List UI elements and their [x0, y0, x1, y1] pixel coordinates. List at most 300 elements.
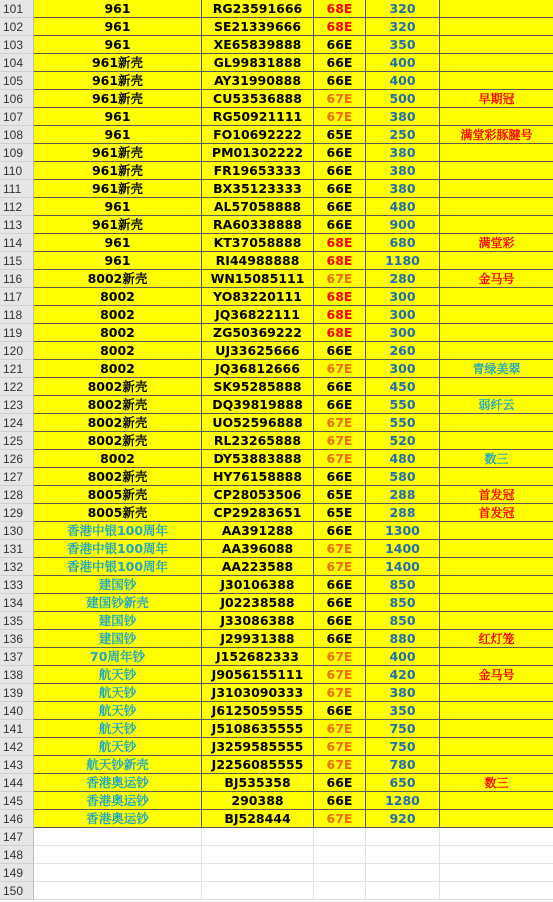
cell-code[interactable]: 67E: [314, 414, 366, 432]
row-header[interactable]: 138: [0, 666, 34, 684]
cell-serial[interactable]: JQ36822111: [202, 306, 314, 324]
cell-note[interactable]: 青绿美翠: [440, 360, 553, 378]
cell-serial[interactable]: HY76158888: [202, 468, 314, 486]
cell-serial[interactable]: RG50921111: [202, 108, 314, 126]
cell-serial[interactable]: AA391288: [202, 522, 314, 540]
cell-serial[interactable]: CP29283651: [202, 504, 314, 522]
cell-value[interactable]: 400: [366, 72, 440, 90]
cell-serial[interactable]: J3259585555: [202, 738, 314, 756]
cell-code[interactable]: 65E: [314, 126, 366, 144]
cell-code[interactable]: 67E: [314, 684, 366, 702]
cell-serial[interactable]: FR19653333: [202, 162, 314, 180]
row-header[interactable]: 103: [0, 36, 34, 54]
cell-value[interactable]: 1300: [366, 522, 440, 540]
cell-serial[interactable]: RI44988888: [202, 252, 314, 270]
cell-type[interactable]: 961新壳: [34, 90, 202, 108]
cell-type[interactable]: 8002: [34, 306, 202, 324]
empty-cell[interactable]: [34, 828, 202, 846]
cell-note[interactable]: [440, 72, 553, 90]
cell-serial[interactable]: SE21339666: [202, 18, 314, 36]
cell-serial[interactable]: J30106388: [202, 576, 314, 594]
cell-type[interactable]: 961新壳: [34, 162, 202, 180]
cell-type[interactable]: 航天钞: [34, 738, 202, 756]
cell-code[interactable]: 68E: [314, 234, 366, 252]
cell-type[interactable]: 8002: [34, 324, 202, 342]
cell-code[interactable]: 66E: [314, 72, 366, 90]
cell-value[interactable]: 288: [366, 486, 440, 504]
cell-type[interactable]: 航天钞新壳: [34, 756, 202, 774]
cell-value[interactable]: 1400: [366, 540, 440, 558]
cell-value[interactable]: 300: [366, 288, 440, 306]
cell-type[interactable]: 8002新壳: [34, 396, 202, 414]
row-header[interactable]: 109: [0, 144, 34, 162]
cell-serial[interactable]: WN15085111: [202, 270, 314, 288]
cell-note[interactable]: 首发冠: [440, 486, 553, 504]
cell-type[interactable]: 961: [34, 18, 202, 36]
cell-value[interactable]: 850: [366, 594, 440, 612]
cell-code[interactable]: 66E: [314, 54, 366, 72]
row-header[interactable]: 145: [0, 792, 34, 810]
cell-code[interactable]: 68E: [314, 252, 366, 270]
cell-note[interactable]: [440, 468, 553, 486]
cell-note[interactable]: [440, 180, 553, 198]
empty-cell[interactable]: [440, 864, 553, 882]
cell-serial[interactable]: UO52596888: [202, 414, 314, 432]
cell-note[interactable]: [440, 252, 553, 270]
row-header[interactable]: 101: [0, 0, 34, 18]
cell-note[interactable]: [440, 810, 553, 828]
cell-value[interactable]: 850: [366, 612, 440, 630]
cell-serial[interactable]: J6125059555: [202, 702, 314, 720]
row-header[interactable]: 118: [0, 306, 34, 324]
cell-serial[interactable]: J2256085555: [202, 756, 314, 774]
cell-value[interactable]: 920: [366, 810, 440, 828]
row-header[interactable]: 117: [0, 288, 34, 306]
cell-type[interactable]: 建国钞新壳: [34, 594, 202, 612]
cell-type[interactable]: 961新壳: [34, 54, 202, 72]
row-header[interactable]: 140: [0, 702, 34, 720]
cell-note[interactable]: [440, 594, 553, 612]
row-header[interactable]: 131: [0, 540, 34, 558]
row-header[interactable]: 110: [0, 162, 34, 180]
cell-serial[interactable]: BJ528444: [202, 810, 314, 828]
cell-code[interactable]: 66E: [314, 774, 366, 792]
empty-cell[interactable]: [366, 882, 440, 900]
row-header[interactable]: 119: [0, 324, 34, 342]
cell-note[interactable]: [440, 342, 553, 360]
cell-serial[interactable]: ZG50369222: [202, 324, 314, 342]
empty-cell[interactable]: [34, 846, 202, 864]
cell-value[interactable]: 450: [366, 378, 440, 396]
cell-type[interactable]: 香港中银100周年: [34, 522, 202, 540]
row-header[interactable]: 149: [0, 864, 34, 882]
cell-serial[interactable]: CP28053506: [202, 486, 314, 504]
row-header[interactable]: 116: [0, 270, 34, 288]
cell-type[interactable]: 961: [34, 0, 202, 18]
cell-code[interactable]: 68E: [314, 0, 366, 18]
cell-type[interactable]: 961新壳: [34, 180, 202, 198]
row-header[interactable]: 104: [0, 54, 34, 72]
row-header[interactable]: 124: [0, 414, 34, 432]
cell-code[interactable]: 68E: [314, 18, 366, 36]
cell-note[interactable]: [440, 288, 553, 306]
cell-code[interactable]: 66E: [314, 144, 366, 162]
cell-serial[interactable]: CU53536888: [202, 90, 314, 108]
row-header[interactable]: 130: [0, 522, 34, 540]
empty-cell[interactable]: [366, 864, 440, 882]
cell-value[interactable]: 380: [366, 162, 440, 180]
cell-code[interactable]: 67E: [314, 720, 366, 738]
row-header[interactable]: 114: [0, 234, 34, 252]
cell-value[interactable]: 288: [366, 504, 440, 522]
cell-type[interactable]: 建国钞: [34, 612, 202, 630]
cell-code[interactable]: 66E: [314, 342, 366, 360]
cell-note[interactable]: [440, 720, 553, 738]
row-header[interactable]: 107: [0, 108, 34, 126]
cell-code[interactable]: 66E: [314, 792, 366, 810]
row-header[interactable]: 137: [0, 648, 34, 666]
cell-serial[interactable]: J29931388: [202, 630, 314, 648]
cell-serial[interactable]: XE65839888: [202, 36, 314, 54]
cell-serial[interactable]: AY31990888: [202, 72, 314, 90]
cell-value[interactable]: 320: [366, 0, 440, 18]
empty-cell[interactable]: [314, 882, 366, 900]
cell-note[interactable]: 金马号: [440, 666, 553, 684]
cell-serial[interactable]: SK95285888: [202, 378, 314, 396]
row-header[interactable]: 108: [0, 126, 34, 144]
cell-value[interactable]: 300: [366, 324, 440, 342]
cell-serial[interactable]: J152682333: [202, 648, 314, 666]
cell-type[interactable]: 航天钞: [34, 666, 202, 684]
cell-type[interactable]: 香港奥运钞: [34, 792, 202, 810]
cell-note[interactable]: 数三: [440, 450, 553, 468]
cell-type[interactable]: 航天钞: [34, 702, 202, 720]
cell-type[interactable]: 961: [34, 198, 202, 216]
cell-note[interactable]: [440, 198, 553, 216]
cell-code[interactable]: 67E: [314, 108, 366, 126]
cell-type[interactable]: 香港奥运钞: [34, 810, 202, 828]
row-header[interactable]: 144: [0, 774, 34, 792]
cell-serial[interactable]: J3103090333: [202, 684, 314, 702]
cell-value[interactable]: 480: [366, 198, 440, 216]
row-header[interactable]: 134: [0, 594, 34, 612]
row-header[interactable]: 127: [0, 468, 34, 486]
empty-cell[interactable]: [366, 828, 440, 846]
cell-note[interactable]: [440, 756, 553, 774]
cell-note[interactable]: 红灯笼: [440, 630, 553, 648]
cell-code[interactable]: 67E: [314, 810, 366, 828]
cell-type[interactable]: 8002: [34, 342, 202, 360]
cell-serial[interactable]: J9056155111: [202, 666, 314, 684]
cell-code[interactable]: 67E: [314, 360, 366, 378]
cell-code[interactable]: 65E: [314, 486, 366, 504]
cell-note[interactable]: [440, 144, 553, 162]
row-header[interactable]: 135: [0, 612, 34, 630]
empty-cell[interactable]: [34, 882, 202, 900]
cell-value[interactable]: 680: [366, 234, 440, 252]
empty-cell[interactable]: [202, 828, 314, 846]
cell-note[interactable]: [440, 432, 553, 450]
cell-code[interactable]: 67E: [314, 432, 366, 450]
cell-value[interactable]: 480: [366, 450, 440, 468]
empty-cell[interactable]: [314, 846, 366, 864]
cell-serial[interactable]: J02238588: [202, 594, 314, 612]
empty-cell[interactable]: [440, 882, 553, 900]
cell-code[interactable]: 67E: [314, 648, 366, 666]
cell-value[interactable]: 380: [366, 144, 440, 162]
empty-cell[interactable]: [314, 864, 366, 882]
cell-type[interactable]: 8005新壳: [34, 486, 202, 504]
cell-serial[interactable]: JQ36812666: [202, 360, 314, 378]
cell-note[interactable]: [440, 18, 553, 36]
cell-serial[interactable]: RL23265888: [202, 432, 314, 450]
cell-note[interactable]: 满堂彩: [440, 234, 553, 252]
cell-serial[interactable]: UJ33625666: [202, 342, 314, 360]
row-header[interactable]: 147: [0, 828, 34, 846]
row-header[interactable]: 125: [0, 432, 34, 450]
row-header[interactable]: 106: [0, 90, 34, 108]
cell-type[interactable]: 建国钞: [34, 630, 202, 648]
row-header[interactable]: 128: [0, 486, 34, 504]
row-header[interactable]: 132: [0, 558, 34, 576]
cell-value[interactable]: 780: [366, 756, 440, 774]
cell-value[interactable]: 380: [366, 684, 440, 702]
empty-cell[interactable]: [34, 864, 202, 882]
cell-note[interactable]: [440, 36, 553, 54]
cell-code[interactable]: 67E: [314, 450, 366, 468]
cell-value[interactable]: 380: [366, 180, 440, 198]
cell-code[interactable]: 68E: [314, 288, 366, 306]
cell-value[interactable]: 650: [366, 774, 440, 792]
cell-serial[interactable]: BJ535358: [202, 774, 314, 792]
row-header[interactable]: 111: [0, 180, 34, 198]
empty-cell[interactable]: [202, 882, 314, 900]
cell-type[interactable]: 961: [34, 252, 202, 270]
cell-type[interactable]: 8002新壳: [34, 414, 202, 432]
cell-code[interactable]: 67E: [314, 666, 366, 684]
cell-note[interactable]: [440, 612, 553, 630]
cell-code[interactable]: 67E: [314, 558, 366, 576]
row-header[interactable]: 102: [0, 18, 34, 36]
cell-note[interactable]: [440, 648, 553, 666]
cell-note[interactable]: [440, 540, 553, 558]
cell-serial[interactable]: YO83220111: [202, 288, 314, 306]
cell-code[interactable]: 66E: [314, 522, 366, 540]
cell-serial[interactable]: PM01302222: [202, 144, 314, 162]
row-header[interactable]: 112: [0, 198, 34, 216]
empty-cell[interactable]: [314, 828, 366, 846]
cell-value[interactable]: 550: [366, 396, 440, 414]
cell-type[interactable]: 8005新壳: [34, 504, 202, 522]
cell-code[interactable]: 67E: [314, 738, 366, 756]
cell-code[interactable]: 66E: [314, 702, 366, 720]
cell-type[interactable]: 航天钞: [34, 684, 202, 702]
cell-serial[interactable]: J5108635555: [202, 720, 314, 738]
cell-type[interactable]: 961新壳: [34, 216, 202, 234]
cell-type[interactable]: 70周年钞: [34, 648, 202, 666]
cell-value[interactable]: 260: [366, 342, 440, 360]
cell-code[interactable]: 67E: [314, 270, 366, 288]
row-header[interactable]: 105: [0, 72, 34, 90]
cell-value[interactable]: 500: [366, 90, 440, 108]
cell-value[interactable]: 320: [366, 18, 440, 36]
cell-value[interactable]: 850: [366, 576, 440, 594]
cell-serial[interactable]: AL57058888: [202, 198, 314, 216]
row-header[interactable]: 129: [0, 504, 34, 522]
cell-note[interactable]: 数三: [440, 774, 553, 792]
cell-code[interactable]: 66E: [314, 468, 366, 486]
row-header[interactable]: 121: [0, 360, 34, 378]
row-header[interactable]: 115: [0, 252, 34, 270]
cell-serial[interactable]: AA223588: [202, 558, 314, 576]
cell-value[interactable]: 280: [366, 270, 440, 288]
cell-type[interactable]: 香港奥运钞: [34, 774, 202, 792]
cell-note[interactable]: [440, 576, 553, 594]
cell-code[interactable]: 66E: [314, 396, 366, 414]
cell-serial[interactable]: DY53883888: [202, 450, 314, 468]
cell-type[interactable]: 香港中银100周年: [34, 558, 202, 576]
cell-note[interactable]: [440, 558, 553, 576]
cell-note[interactable]: [440, 108, 553, 126]
cell-note[interactable]: [440, 792, 553, 810]
empty-cell[interactable]: [202, 864, 314, 882]
row-header[interactable]: 143: [0, 756, 34, 774]
cell-code[interactable]: 67E: [314, 90, 366, 108]
cell-type[interactable]: 建国钞: [34, 576, 202, 594]
cell-type[interactable]: 香港中银100周年: [34, 540, 202, 558]
cell-value[interactable]: 400: [366, 648, 440, 666]
row-header[interactable]: 136: [0, 630, 34, 648]
cell-value[interactable]: 520: [366, 432, 440, 450]
empty-cell[interactable]: [202, 846, 314, 864]
empty-cell[interactable]: [440, 828, 553, 846]
cell-value[interactable]: 580: [366, 468, 440, 486]
cell-code[interactable]: 67E: [314, 756, 366, 774]
row-header[interactable]: 142: [0, 738, 34, 756]
row-header[interactable]: 146: [0, 810, 34, 828]
cell-value[interactable]: 550: [366, 414, 440, 432]
cell-code[interactable]: 68E: [314, 306, 366, 324]
cell-note[interactable]: [440, 324, 553, 342]
cell-value[interactable]: 750: [366, 720, 440, 738]
cell-code[interactable]: 66E: [314, 378, 366, 396]
cell-code[interactable]: 66E: [314, 612, 366, 630]
cell-code[interactable]: 66E: [314, 594, 366, 612]
cell-note[interactable]: [440, 306, 553, 324]
cell-value[interactable]: 380: [366, 108, 440, 126]
cell-type[interactable]: 961新壳: [34, 72, 202, 90]
cell-value[interactable]: 880: [366, 630, 440, 648]
row-header[interactable]: 113: [0, 216, 34, 234]
cell-value[interactable]: 750: [366, 738, 440, 756]
cell-serial[interactable]: RG23591666: [202, 0, 314, 18]
row-header[interactable]: 141: [0, 720, 34, 738]
cell-code[interactable]: 66E: [314, 180, 366, 198]
cell-serial[interactable]: GL99831888: [202, 54, 314, 72]
cell-note[interactable]: [440, 162, 553, 180]
cell-note[interactable]: [440, 0, 553, 18]
cell-value[interactable]: 1180: [366, 252, 440, 270]
cell-note[interactable]: [440, 522, 553, 540]
row-header[interactable]: 148: [0, 846, 34, 864]
cell-type[interactable]: 8002新壳: [34, 468, 202, 486]
cell-type[interactable]: 8002: [34, 450, 202, 468]
cell-serial[interactable]: J33086388: [202, 612, 314, 630]
cell-serial[interactable]: BX35123333: [202, 180, 314, 198]
cell-code[interactable]: 66E: [314, 630, 366, 648]
row-header[interactable]: 122: [0, 378, 34, 396]
cell-serial[interactable]: 290388: [202, 792, 314, 810]
cell-note[interactable]: [440, 378, 553, 396]
cell-note[interactable]: 满堂彩豚腱号: [440, 126, 553, 144]
cell-note[interactable]: [440, 702, 553, 720]
cell-type[interactable]: 961: [34, 126, 202, 144]
cell-note[interactable]: [440, 54, 553, 72]
cell-value[interactable]: 420: [366, 666, 440, 684]
cell-type[interactable]: 8002新壳: [34, 270, 202, 288]
cell-code[interactable]: 66E: [314, 576, 366, 594]
cell-type[interactable]: 961: [34, 108, 202, 126]
cell-serial[interactable]: RA60338888: [202, 216, 314, 234]
row-header[interactable]: 123: [0, 396, 34, 414]
cell-value[interactable]: 350: [366, 36, 440, 54]
cell-value[interactable]: 300: [366, 306, 440, 324]
cell-code[interactable]: 67E: [314, 540, 366, 558]
cell-code[interactable]: 66E: [314, 36, 366, 54]
row-header[interactable]: 150: [0, 882, 34, 900]
cell-type[interactable]: 8002: [34, 288, 202, 306]
cell-note[interactable]: [440, 738, 553, 756]
cell-code[interactable]: 66E: [314, 162, 366, 180]
cell-note[interactable]: [440, 216, 553, 234]
row-header[interactable]: 120: [0, 342, 34, 360]
row-header[interactable]: 139: [0, 684, 34, 702]
cell-note[interactable]: [440, 684, 553, 702]
cell-serial[interactable]: DQ39819888: [202, 396, 314, 414]
cell-type[interactable]: 961: [34, 36, 202, 54]
cell-note[interactable]: 早期冠: [440, 90, 553, 108]
cell-value[interactable]: 1280: [366, 792, 440, 810]
cell-value[interactable]: 300: [366, 360, 440, 378]
cell-code[interactable]: 66E: [314, 198, 366, 216]
cell-type[interactable]: 961新壳: [34, 144, 202, 162]
cell-type[interactable]: 8002新壳: [34, 378, 202, 396]
cell-type[interactable]: 航天钞: [34, 720, 202, 738]
row-header[interactable]: 133: [0, 576, 34, 594]
cell-note[interactable]: 金马号: [440, 270, 553, 288]
cell-value[interactable]: 400: [366, 54, 440, 72]
cell-value[interactable]: 250: [366, 126, 440, 144]
cell-value[interactable]: 1400: [366, 558, 440, 576]
cell-serial[interactable]: KT37058888: [202, 234, 314, 252]
cell-note[interactable]: 弱纤云: [440, 396, 553, 414]
row-header[interactable]: 126: [0, 450, 34, 468]
cell-serial[interactable]: AA396088: [202, 540, 314, 558]
cell-serial[interactable]: FO10692222: [202, 126, 314, 144]
cell-type[interactable]: 961: [34, 234, 202, 252]
cell-note[interactable]: 首发冠: [440, 504, 553, 522]
cell-note[interactable]: [440, 414, 553, 432]
empty-cell[interactable]: [366, 846, 440, 864]
cell-code[interactable]: 66E: [314, 216, 366, 234]
cell-code[interactable]: 65E: [314, 504, 366, 522]
empty-cell[interactable]: [440, 846, 553, 864]
cell-type[interactable]: 8002: [34, 360, 202, 378]
cell-code[interactable]: 68E: [314, 324, 366, 342]
cell-value[interactable]: 900: [366, 216, 440, 234]
cell-value[interactable]: 350: [366, 702, 440, 720]
cell-type[interactable]: 8002新壳: [34, 432, 202, 450]
